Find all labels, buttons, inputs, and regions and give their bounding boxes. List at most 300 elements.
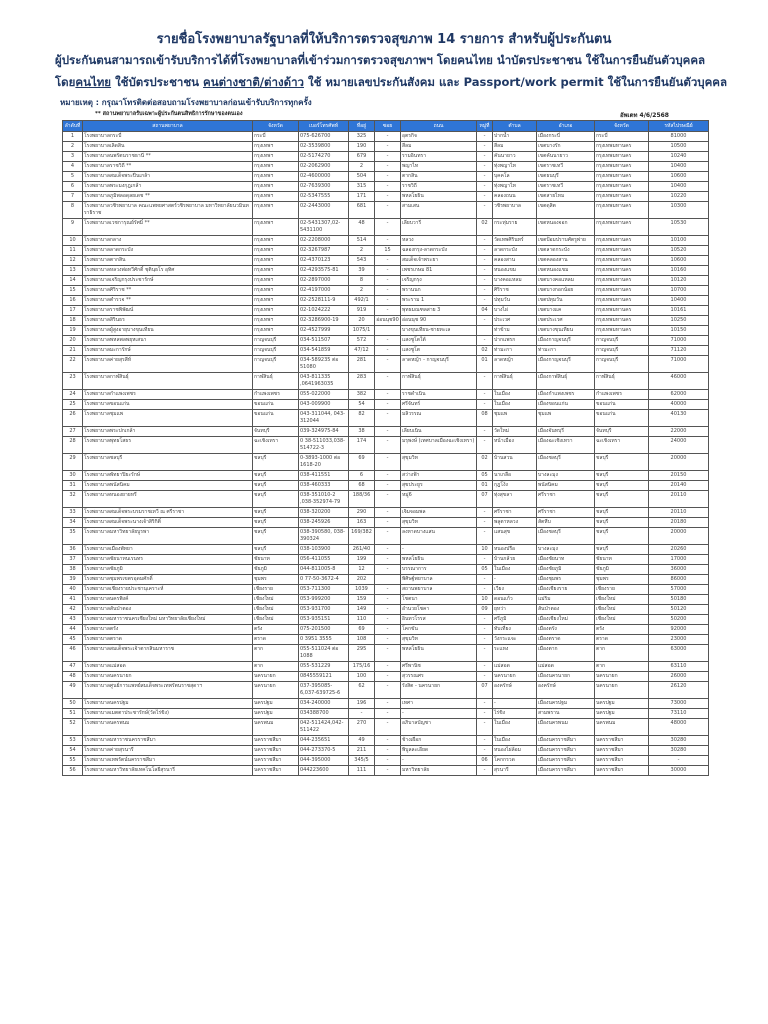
- table-cell: กรุงเทพฯ: [253, 202, 299, 219]
- table-cell: 16: [63, 296, 83, 306]
- table-cell: 290: [349, 508, 375, 518]
- table-cell: นครพนม: [595, 719, 649, 736]
- table-cell: 188/36: [349, 491, 375, 508]
- table-cell: -: [375, 595, 401, 605]
- table-cell: 5: [63, 172, 83, 182]
- table-cell: -: [649, 756, 709, 766]
- table-cell: กรุงเทพฯ: [253, 152, 299, 162]
- table-cell: 48: [349, 219, 375, 236]
- table-cell: 044-395000: [299, 756, 349, 766]
- column-header: เบอร์โทรศัพท์: [299, 121, 349, 132]
- table-cell: 043-811335 ,0641963035: [299, 373, 349, 390]
- table-cell: 49: [349, 736, 375, 746]
- table-cell: เขตหนองแขม: [537, 266, 595, 276]
- table-cell: โรงพยาบาลสมเด็จพระเจ้าตากสินมหาราช: [83, 645, 253, 662]
- table-cell: -: [477, 192, 493, 202]
- table-cell: 038-245926: [299, 518, 349, 528]
- table-cell: อำนวยโชคา: [401, 605, 477, 615]
- table-cell: 36: [63, 545, 83, 555]
- table-cell: 10: [477, 595, 493, 605]
- table-cell: ชัยนาท: [595, 555, 649, 565]
- table-cell: ชลบุรี: [253, 518, 299, 528]
- table-cell: โรงพยาบาลชัยนาทนเรนทร: [83, 555, 253, 565]
- table-cell: ศรีราชา: [493, 508, 537, 518]
- table-cell: 10500: [649, 142, 709, 152]
- column-header: ตำบล: [493, 121, 537, 132]
- table-cell: 21: [63, 346, 83, 356]
- table-cell: 572: [349, 336, 375, 346]
- table-cell: 295: [349, 645, 375, 662]
- table-cell: โรงพยาบาลเวชการุณย์รัศมิ์ **: [83, 219, 253, 236]
- table-cell: โรงพยาบาลสมเด็จพระนางเจ้าสิริกิติ์: [83, 518, 253, 528]
- table-cell: 10600: [649, 256, 709, 266]
- table-cell: 46000: [649, 373, 709, 390]
- table-cell: ศรีราชา: [537, 508, 595, 518]
- table-cell: แม่สอด: [493, 662, 537, 672]
- table-cell: กรุงเทพฯ: [253, 219, 299, 236]
- table-cell: 10220: [649, 192, 709, 202]
- table-cell: พิบูลละเอียด: [401, 746, 477, 756]
- table-cell: เชียงใหม่: [253, 615, 299, 625]
- note-own-rights: ** สถานพยาบาลรับเฉพาะผู้ประกันตนสิทธิการรักษาของตนเอง: [95, 111, 243, 117]
- table-cell: 8: [63, 202, 83, 219]
- table-cell: รังสิต - นครนายก: [401, 682, 477, 699]
- table-cell: -: [477, 528, 493, 545]
- table-row: [63, 585, 709, 595]
- table-cell: กระบี่: [253, 132, 299, 142]
- table-cell: -: [375, 162, 401, 172]
- table-cell: -: [375, 437, 401, 454]
- line3-foreign: คนต่างชาติ/ต่างด้าว: [203, 75, 304, 89]
- table-cell: -: [375, 635, 401, 645]
- table-cell: 111: [349, 766, 375, 776]
- table-cell: 30280: [649, 746, 709, 756]
- table-cell: 382: [349, 390, 375, 400]
- table-cell: 20: [63, 336, 83, 346]
- table-cell: เขตบางขุนเทียน: [537, 326, 595, 336]
- table-cell: 514: [349, 236, 375, 246]
- table-cell: 10: [63, 236, 83, 246]
- table-cell: 29: [63, 454, 83, 471]
- table-cell: -: [375, 192, 401, 202]
- table-cell: พหลโยธิน: [401, 192, 477, 202]
- column-header: ถนน: [401, 121, 477, 132]
- table-cell: โรงพยาบาลมหาราชนครราชสีมา: [83, 736, 253, 746]
- table-cell: 10530: [649, 219, 709, 236]
- table-cell: 02-1024222: [299, 306, 349, 316]
- table-row: [63, 306, 709, 316]
- table-row: [63, 219, 709, 236]
- table-cell: -: [477, 266, 493, 276]
- table-cell: โรงพยาบาลวชิรพยาบาล คณะแพทยศาสตร์วชิรพยาบาล มหาวิทยาลัยนวมินทราธิราช: [83, 202, 253, 219]
- table-row: [63, 132, 709, 142]
- table-cell: โรงพยาบาลเจริญกรุงประชารักษ์: [83, 276, 253, 286]
- table-cell: กำแพงเพชร: [253, 390, 299, 400]
- table-cell: ศรีจันทร์: [401, 400, 477, 410]
- table-cell: กรุงเทพมหานคร: [595, 256, 649, 266]
- table-cell: -: [375, 454, 401, 471]
- table-cell: 171: [349, 192, 375, 202]
- table-cell: กรุงเทพฯ: [253, 162, 299, 172]
- table-cell: กรุงเทพมหานคร: [595, 152, 649, 162]
- table-cell: กำแพงเพชร: [595, 390, 649, 400]
- table-cell: -: [477, 316, 493, 326]
- table-cell: เมืองตาก: [537, 645, 595, 662]
- table-cell: 15: [375, 246, 401, 256]
- table-cell: 02-4293575-81: [299, 266, 349, 276]
- table-cell: 31: [63, 481, 83, 491]
- table-cell: กรุงเทพฯ: [253, 276, 299, 286]
- table-cell: 06: [477, 756, 493, 766]
- table-cell: -: [375, 545, 401, 555]
- table-cell: -: [477, 615, 493, 625]
- table-cell: 056-411055: [299, 555, 349, 565]
- table-cell: มรุพงษ์ (เทศบาลเมืองฉะเชิงเทรา): [401, 437, 477, 454]
- table-cell: 12: [63, 256, 83, 266]
- table-cell: 1075/1: [349, 326, 375, 336]
- table-cell: 02-2528111-9: [299, 296, 349, 306]
- table-cell: ระแหง: [493, 645, 537, 662]
- table-cell: 55: [63, 756, 83, 766]
- table-cell: เมืองนครราชสีมา: [537, 746, 595, 756]
- table-cell: 30: [63, 471, 83, 481]
- table-cell: ชลบุรี: [595, 518, 649, 528]
- table-cell: 044-273370-5: [299, 746, 349, 756]
- table-cell: ชลบุรี: [253, 454, 299, 471]
- table-cell: [375, 326, 401, 336]
- table-cell: 044-811005-8: [299, 565, 349, 575]
- table-cell: โรงพยาบาลสิรินธร: [83, 316, 253, 326]
- table-cell: 30280: [649, 736, 709, 746]
- table-cell: -: [375, 236, 401, 246]
- table-cell: -: [375, 296, 401, 306]
- table-row: [63, 454, 709, 471]
- table-cell: 919: [349, 306, 375, 316]
- table-cell: 20180: [649, 518, 709, 528]
- table-cell: 24000: [649, 437, 709, 454]
- table-cell: โรงพยาบาลเทพรัตน์นครราชสีมา: [83, 756, 253, 766]
- table-cell: 6: [349, 471, 375, 481]
- table-cell: เมืองกระบี่: [537, 132, 595, 142]
- table-cell: โรงพยาบาลเมตตาประชารักษ์(วัดไร่ขิง): [83, 709, 253, 719]
- table-cell: เจริญกรุง: [401, 276, 477, 286]
- table-cell: 49: [63, 682, 83, 699]
- table-cell: 73110: [649, 709, 709, 719]
- table-cell: 36000: [649, 565, 709, 575]
- table-cell: หลวง: [401, 236, 477, 246]
- table-cell: -: [375, 672, 401, 682]
- table-cell: -: [375, 699, 401, 709]
- table-cell: 3: [63, 152, 83, 162]
- table-cell: 20140: [649, 481, 709, 491]
- table-cell: นครราชสีมา: [253, 736, 299, 746]
- table-cell: -: [375, 528, 401, 545]
- table-cell: 54: [349, 400, 375, 410]
- table-cell: 42: [63, 605, 83, 615]
- table-row: [63, 719, 709, 736]
- table-cell: 10100: [649, 236, 709, 246]
- table-cell: -: [477, 635, 493, 645]
- table-cell: โรงพยาบาลมหาราชนครเชียงใหม่ มหาวิทยาลัยเชียงใหม่: [83, 615, 253, 625]
- table-cell: 543: [349, 256, 375, 266]
- table-cell: สัตหีบ: [537, 518, 595, 528]
- table-cell: 33: [63, 508, 83, 518]
- table-cell: หนองปรือ: [493, 545, 537, 555]
- table-cell: 034-240000: [299, 699, 349, 709]
- table-cell: 681: [349, 202, 375, 219]
- table-cell: ไร่ขิง: [493, 709, 537, 719]
- table-cell: ขอนแก่น: [595, 400, 649, 410]
- table-cell: เชียงใหม่: [595, 595, 649, 605]
- table-cell: -: [375, 645, 401, 662]
- table-cell: 053-931700: [299, 605, 349, 615]
- table-cell: 159: [349, 595, 375, 605]
- table-cell: สมเด็จเจ้าพระยา: [401, 256, 477, 266]
- table-cell: โรงพยาบาลสันป่าตอง: [83, 605, 253, 615]
- table-cell: 10600: [649, 172, 709, 182]
- table-cell: -: [375, 491, 401, 508]
- table-cell: 20110: [649, 491, 709, 508]
- table-cell: นครนายก: [493, 672, 537, 682]
- table-cell: -: [375, 182, 401, 192]
- table-cell: 02-4370123: [299, 256, 349, 266]
- table-cell: โรงพยาบาลพุทธโสธร: [83, 437, 253, 454]
- table-row: [63, 336, 709, 346]
- table-cell: ขอนแก่น: [253, 400, 299, 410]
- table-cell: ชลบุรี: [595, 545, 649, 555]
- table-cell: 10240: [649, 152, 709, 162]
- table-row: [63, 481, 709, 491]
- table-cell: ชลบุรี: [595, 528, 649, 545]
- table-cell: 71120: [649, 346, 709, 356]
- table-cell: 07: [477, 491, 493, 508]
- table-cell: หน้าเมือง: [493, 437, 537, 454]
- table-cell: 10700: [649, 286, 709, 296]
- table-cell: ศรีพานิช: [401, 662, 477, 672]
- table-cell: นครราชสีมา: [595, 756, 649, 766]
- table-row: [63, 162, 709, 172]
- table-cell: 492/1: [349, 296, 375, 306]
- table-cell: -: [477, 662, 493, 672]
- table-cell: เพชรเกษม 81: [401, 266, 477, 276]
- table-cell: 6: [63, 182, 83, 192]
- table-cell: โรงพยาบาลพหลพลพยุหเสนา: [83, 336, 253, 346]
- table-cell: 52: [63, 719, 83, 736]
- table-cell: 504: [349, 172, 375, 182]
- table-cell: -: [477, 518, 493, 528]
- table-cell: เมืองชัยนาท: [537, 555, 595, 565]
- table-cell: 04: [477, 306, 493, 316]
- table-cell: โรงพยาบาลมหาวิทยาลัยเทคโนโลยีสุรนารี: [83, 766, 253, 776]
- table-cell: แม่สอด: [537, 662, 595, 672]
- table-row: [63, 605, 709, 615]
- table-cell: วชิรพยาบาล: [493, 202, 537, 219]
- table-cell: โรงพยาบาลพระปกเกล้า: [83, 427, 253, 437]
- table-cell: -: [477, 508, 493, 518]
- table-row: [63, 518, 709, 528]
- table-cell: 69: [349, 625, 375, 635]
- table-cell: กรุงเทพมหานคร: [595, 172, 649, 182]
- table-cell: โรงพยาบาลมหาวิทยาลัยบูรพา: [83, 528, 253, 545]
- table-cell: โรงพยาบาลนพรัตนราชธานี **: [83, 152, 253, 162]
- table-cell: เมืองตราด: [537, 635, 595, 645]
- table-cell: กรุงเทพมหานคร: [595, 142, 649, 152]
- table-cell: 17: [63, 306, 83, 316]
- table-cell: 053-935151: [299, 615, 349, 625]
- table-cell: 92000: [649, 625, 709, 635]
- table-cell: กรุงเทพมหานคร: [595, 162, 649, 172]
- table-cell: นครราชสีมา: [253, 756, 299, 766]
- table-cell: ในเมือง: [493, 719, 537, 736]
- table-cell: โรงพยาบาลกาฬสินธุ์: [83, 373, 253, 390]
- table-cell: โรงพยาบาลหลวงพ่อทวีศักดิ์ ชุตินฺธโร อุทิศ: [83, 266, 253, 276]
- table-cell: บางละมุง: [537, 471, 595, 481]
- table-cell: 325: [349, 132, 375, 142]
- table-cell: 48: [63, 672, 83, 682]
- table-cell: ตาก: [253, 645, 299, 662]
- table-cell: 81000: [649, 132, 709, 142]
- table-cell: ชัยนาท: [253, 555, 299, 565]
- table-cell: กาฬสินธุ์: [401, 373, 477, 390]
- table-cell: กาฬสินธุ์: [253, 373, 299, 390]
- table-cell: เชียงใหม่: [595, 615, 649, 625]
- table-cell: กรุงเทพฯ: [253, 286, 299, 296]
- table-cell: 09: [477, 605, 493, 615]
- table-cell: -: [477, 766, 493, 776]
- table-cell: 110: [349, 615, 375, 625]
- table-cell: [477, 326, 493, 336]
- table-cell: ตาก: [595, 645, 649, 662]
- table-cell: 0 38-511033,038-514722-3: [299, 437, 349, 454]
- table-cell: เมืองนครราชสีมา: [537, 766, 595, 776]
- table-cell: 283: [349, 373, 375, 390]
- table-cell: -: [375, 266, 401, 276]
- table-cell: ชลบุรี: [595, 481, 649, 491]
- table-cell: 47/12: [349, 346, 375, 356]
- table-cell: เมืองชัยภูมิ: [537, 565, 595, 575]
- table-cell: เชียงใหม่: [595, 605, 649, 615]
- table-cell: -: [375, 219, 401, 236]
- table-row: [63, 615, 709, 625]
- table-cell: -: [375, 286, 401, 296]
- table-cell: ในเมือง: [493, 400, 537, 410]
- table-cell: -: [477, 286, 493, 296]
- table-cell: -: [477, 427, 493, 437]
- table-cell: 038-390580, 038-390324: [299, 528, 349, 545]
- table-cell: โรงพยาบาลเชียงรายประชานุเคราะห์: [83, 585, 253, 595]
- table-cell: 10: [477, 545, 493, 555]
- subtitle-line-3: [55, 75, 745, 90]
- table-cell: สีลม: [493, 142, 537, 152]
- table-cell: 038-411551: [299, 471, 349, 481]
- table-cell: ทุ่งพญาไท: [493, 182, 537, 192]
- table-cell: บางละมุง: [537, 545, 595, 555]
- table-cell: ชลบุรี: [595, 454, 649, 471]
- table-cell: สามเสน: [401, 202, 477, 219]
- table-cell: 037-395085-6,037-639725-6: [299, 682, 349, 699]
- table-cell: 50180: [649, 595, 709, 605]
- table-cell: กรุงเทพมหานคร: [595, 306, 649, 316]
- table-cell: ลาดหญ้า: [493, 356, 537, 373]
- table-cell: พุทธมณฑลสาย 3: [401, 306, 477, 316]
- table-cell: เขตบางคอแหลม: [537, 276, 595, 286]
- table-cell: กรุงเทพมหานคร: [595, 219, 649, 236]
- table-cell: 07: [477, 682, 493, 699]
- table-cell: -: [477, 152, 493, 162]
- table-cell: ชลบุรี: [253, 508, 299, 518]
- table-cell: 45: [63, 635, 83, 645]
- table-cell: -: [477, 699, 493, 709]
- table-cell: ชลบุรี: [253, 471, 299, 481]
- table-cell: เชียงราย: [595, 585, 649, 595]
- column-header: จังหวัด: [595, 121, 649, 132]
- table-row: [63, 491, 709, 508]
- table-cell: ราชดำเนิน: [401, 390, 477, 400]
- table-cell: ลาดหญ้า - กาญจนบุรี: [401, 356, 477, 373]
- table-cell: -: [401, 545, 477, 555]
- table-cell: 10400: [649, 162, 709, 172]
- table-cell: วัดใหม่: [493, 427, 537, 437]
- table-cell: -: [375, 766, 401, 776]
- table-cell: -: [477, 132, 493, 142]
- table-cell: กรุงเทพฯ: [253, 306, 299, 316]
- table-cell: 02-4197000: [299, 286, 349, 296]
- table-row: [63, 662, 709, 672]
- table-cell: เมืองตรัง: [537, 625, 595, 635]
- table-cell: -: [477, 625, 493, 635]
- table-cell: องครักษ์: [493, 682, 537, 699]
- table-cell: เจิมจอมพล: [401, 508, 477, 518]
- table-row: [63, 709, 709, 719]
- table-cell: 261/40: [349, 545, 375, 555]
- table-cell: พหลโยธิน: [401, 645, 477, 662]
- table-row: [63, 256, 709, 266]
- hospital-table: [62, 120, 709, 776]
- table-cell: 075-201500: [299, 625, 349, 635]
- table-cell: เขตประเวศ: [537, 316, 595, 326]
- table-cell: ทับเที่ยง: [493, 625, 537, 635]
- table-cell: เขตป้อมปราบศัตรูพ่าย: [537, 236, 595, 246]
- table-cell: กาญจนบุรี: [595, 356, 649, 373]
- table-cell: 01: [477, 356, 493, 373]
- table-cell: อินทวโรรส: [401, 615, 477, 625]
- table-row: [63, 142, 709, 152]
- table-cell: 10150: [649, 326, 709, 336]
- table-cell: เขตคันนายาว: [537, 152, 595, 162]
- table-cell: -: [477, 555, 493, 565]
- table-cell: เมืองนครปฐม: [537, 699, 595, 709]
- table-cell: เมืองขอนแก่น: [537, 400, 595, 410]
- table-cell: กรุงเทพมหานคร: [595, 266, 649, 276]
- table-cell: 43: [63, 615, 83, 625]
- table-row: [63, 296, 709, 306]
- table-cell: โรงพยาบาลมะการักษ์: [83, 346, 253, 356]
- table-cell: ชุมแพ: [493, 410, 537, 427]
- table-cell: สุขุมวิท: [401, 518, 477, 528]
- table-cell: โรงพยาบาลนครนายก: [83, 672, 253, 682]
- table-cell: นครพนม: [253, 719, 299, 736]
- table-cell: -: [477, 162, 493, 172]
- table-cell: -: [375, 152, 401, 162]
- table-cell: โรงพยาบาลขอนแก่น: [83, 400, 253, 410]
- table-cell: 02-2062900: [299, 162, 349, 172]
- table-cell: เมืองนครราชสีมา: [537, 736, 595, 746]
- table-cell: โรงพยาบาลแม่สอด: [83, 662, 253, 672]
- table-cell: 14: [63, 276, 83, 286]
- table-cell: -: [477, 246, 493, 256]
- table-cell: 02-5174270: [299, 152, 349, 162]
- table-cell: 05: [477, 565, 493, 575]
